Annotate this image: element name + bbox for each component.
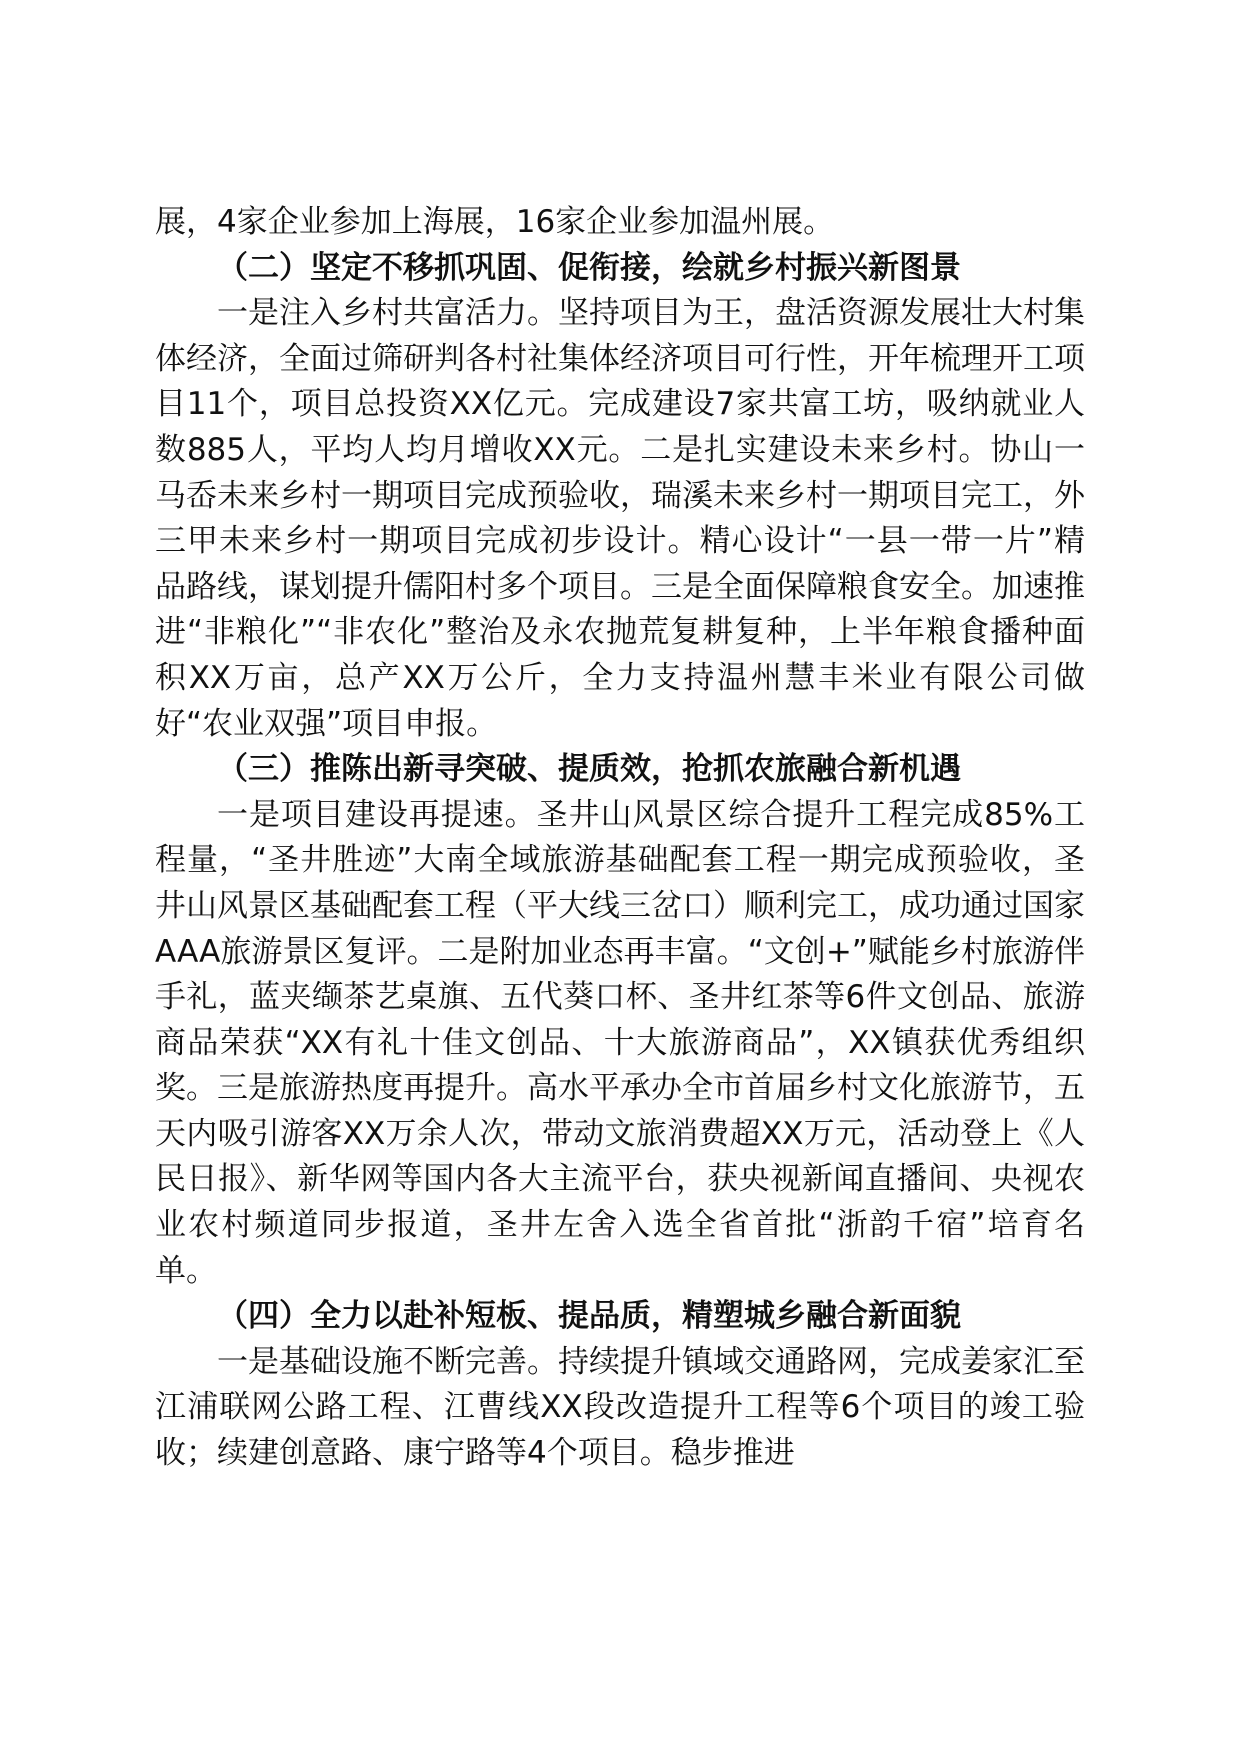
paragraph-rural-revitalization: 一是注入乡村共富活力。坚持项目为王，盘活资源发展壮大村集体经济，全面过筛研判各村社集体经济项目可行性，开年梳理开工项目11个，项目总投资XX亿元。完成建设7家共富工坊，吸纳就业人数885人，平均人均月增收XX元。二是扎实建设未来乡村。协山一马岙未来乡村一期项目完成预验收，瑞溪未来乡村一期项目完工，外三甲未来乡村一期项目完成初步设计。精心设计“一县一带一片”精品路线，谋划提升儒阳村多个项目。三是全面保障粮食安全。加速推进“非粮化”“非农化”整治及永农抛荒复耕复种，上半年粮食播种面积XX万亩，总产XX万公斤，全力支持温州慧丰米业有限公司做好“农业双强”项目申报。: [155, 295, 1085, 742]
paragraph-infrastructure: 一是基础设施不断完善。持续提升镇域交通路网，完成姜家汇至江浦联网公路工程、江曹线XX段改造提升工程等6个项目的竣工验收；续建创意路、康宁路等4个项目。稳步推进: [155, 1343, 1085, 1472]
paragraph-agritourism: 一是项目建设再提速。圣井山风景区综合提升工程完成85%工程量，“圣井胜迹”大南全域旅游基础配套工程一期完成预验收，圣井山风景区基础配套工程（平大线三岔口）顺利完工，成功通过国家AAA旅游景区复评。二是附加业态再丰富。“文创+”赋能乡村旅游伴手礼，蓝夹缬茶艺桌旗、五代葵口杯、圣井红茶等6件文创品、旅游商品荣获“XX有礼十佳文创品、十大旅游商品”，XX镇获优秀组织奖。三是旅游热度再提升。高水平承办全市首届乡村文化旅游节，五天内吸引游客XX万余人次，带动文旅消费超XX万元，活动登上《人民日报》、新华网等国内各大主流平台，获央视新闻直播间、央视农业农村频道同步报道，圣井左舍入选全省首批“浙韵千宿”培育名单。: [155, 796, 1085, 1289]
section-heading-2: （二）坚定不移抓巩固、促衔接，绘就乡村振兴新图景: [217, 249, 961, 286]
document-body: [155, 200, 1085, 1477]
section-heading-3: （三）推陈出新寻突破、提质效，抢抓农旅融合新机遇: [217, 751, 961, 788]
paragraph-continued: 展，4家企业参加上海展，16家企业参加温州展。: [155, 204, 835, 240]
section-heading-4: （四）全力以赴补短板、提品质，精塑城乡融合新面貌: [217, 1298, 961, 1335]
